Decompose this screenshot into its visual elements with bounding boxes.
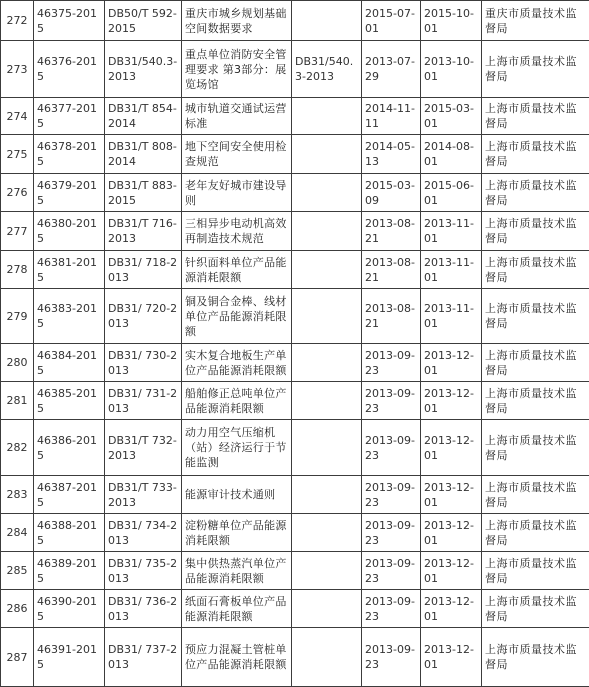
record-id: 46379-2015 xyxy=(34,174,105,212)
replaced-standard xyxy=(292,552,362,590)
issue-date: 2014-11-11 xyxy=(362,98,421,135)
table-row xyxy=(1,344,589,382)
standard-code: DB31/540.3-2013 xyxy=(105,41,182,98)
replaced-standard xyxy=(292,174,362,212)
standard-code: DB31/T 854-2014 xyxy=(105,98,182,135)
effective-date: 2013-12-01 xyxy=(421,552,482,590)
replaced-standard xyxy=(292,135,362,174)
issuing-department: 上海市质量技术监督局 xyxy=(482,174,589,212)
row-number: 273 xyxy=(1,41,34,98)
standard-code: DB31/ 731-2013 xyxy=(105,382,182,420)
table-row xyxy=(1,1,589,41)
table-row xyxy=(1,628,589,687)
issue-date: 2013-09-23 xyxy=(362,552,421,590)
record-id: 46386-2015 xyxy=(34,420,105,476)
issuing-department: 上海市质量技术监督局 xyxy=(482,289,589,344)
table-row xyxy=(1,41,589,98)
record-id: 46391-2015 xyxy=(34,628,105,687)
standard-code: DB31/T 733-2013 xyxy=(105,476,182,514)
issue-date: 2015-07-01 xyxy=(362,1,421,41)
row-number: 280 xyxy=(1,344,34,382)
table-row xyxy=(1,174,589,212)
effective-date: 2015-03-01 xyxy=(421,98,482,135)
effective-date: 2013-12-01 xyxy=(421,344,482,382)
replaced-standard xyxy=(292,1,362,41)
record-id: 46377-2015 xyxy=(34,98,105,135)
table-row xyxy=(1,98,589,135)
effective-date: 2015-06-01 xyxy=(421,174,482,212)
table-row xyxy=(1,552,589,590)
standard-code: DB31/T 732-2013 xyxy=(105,420,182,476)
issue-date: 2013-08-21 xyxy=(362,289,421,344)
standard-code: DB50/T 592-2015 xyxy=(105,1,182,41)
issue-date: 2015-03-09 xyxy=(362,174,421,212)
standard-code: DB31/ 734-2013 xyxy=(105,514,182,552)
issuing-department: 上海市质量技术监督局 xyxy=(482,251,589,289)
issuing-department: 上海市质量技术监督局 xyxy=(482,344,589,382)
row-number: 276 xyxy=(1,174,34,212)
effective-date: 2013-12-01 xyxy=(421,628,482,687)
standard-name: 三相异步电动机高效再制造技术规范 xyxy=(182,212,292,251)
standard-name: 重点单位消防安全管理要求 第3部分：展览场馆 xyxy=(182,41,292,98)
record-id: 46376-2015 xyxy=(34,41,105,98)
replaced-standard xyxy=(292,420,362,476)
standard-name: 能源审计技术通则 xyxy=(182,476,292,514)
issuing-department: 上海市质量技术监督局 xyxy=(482,212,589,251)
standard-code: DB31/ 720-2013 xyxy=(105,289,182,344)
issuing-department: 上海市质量技术监督局 xyxy=(482,382,589,420)
standard-name: 城市轨道交通试运营标准 xyxy=(182,98,292,135)
issue-date: 2013-09-23 xyxy=(362,382,421,420)
standard-code: DB31/ 718-2013 xyxy=(105,251,182,289)
standard-code: DB31/ 735-2013 xyxy=(105,552,182,590)
issuing-department: 上海市质量技术监督局 xyxy=(482,476,589,514)
replaced-standard xyxy=(292,590,362,628)
issuing-department: 上海市质量技术监督局 xyxy=(482,590,589,628)
standard-name: 老年友好城市建设导则 xyxy=(182,174,292,212)
standard-name: 淀粉糖单位产品能源消耗限额 xyxy=(182,514,292,552)
standard-code: DB31/T 716-2013 xyxy=(105,212,182,251)
standard-name: 重庆市城乡规划基础空间数据要求 xyxy=(182,1,292,41)
issue-date: 2013-09-23 xyxy=(362,476,421,514)
replaced-standard xyxy=(292,476,362,514)
row-number: 286 xyxy=(1,590,34,628)
issuing-department: 上海市质量技术监督局 xyxy=(482,628,589,687)
replaced-standard xyxy=(292,212,362,251)
effective-date: 2013-11-01 xyxy=(421,212,482,251)
issuing-department: 重庆市质量技术监督局 xyxy=(482,1,589,41)
record-id: 46387-2015 xyxy=(34,476,105,514)
table-row xyxy=(1,420,589,476)
effective-date: 2015-10-01 xyxy=(421,1,482,41)
issue-date: 2013-09-23 xyxy=(362,628,421,687)
row-number: 283 xyxy=(1,476,34,514)
replaced-standard xyxy=(292,98,362,135)
record-id: 46389-2015 xyxy=(34,552,105,590)
row-number: 284 xyxy=(1,514,34,552)
replaced-standard xyxy=(292,251,362,289)
issuing-department: 上海市质量技术监督局 xyxy=(482,41,589,98)
replaced-standard xyxy=(292,628,362,687)
record-id: 46375-2015 xyxy=(34,1,105,41)
issuing-department: 上海市质量技术监督局 xyxy=(482,420,589,476)
standard-name: 纸面石膏板单位产品能源消耗限额 xyxy=(182,590,292,628)
record-id: 46385-2015 xyxy=(34,382,105,420)
table-row xyxy=(1,212,589,251)
row-number: 287 xyxy=(1,628,34,687)
standard-code: DB31/ 730-2013 xyxy=(105,344,182,382)
standard-name: 针织面料单位产品能源消耗限额 xyxy=(182,251,292,289)
effective-date: 2013-12-01 xyxy=(421,476,482,514)
row-number: 281 xyxy=(1,382,34,420)
effective-date: 2014-08-01 xyxy=(421,135,482,174)
effective-date: 2013-12-01 xyxy=(421,420,482,476)
record-id: 46383-2015 xyxy=(34,289,105,344)
standard-name: 动力用空气压缩机（站）经济运行于节能监测 xyxy=(182,420,292,476)
table-row xyxy=(1,382,589,420)
replaced-standard xyxy=(292,382,362,420)
table-row xyxy=(1,135,589,174)
issue-date: 2014-05-13 xyxy=(362,135,421,174)
issue-date: 2013-08-21 xyxy=(362,251,421,289)
row-number: 277 xyxy=(1,212,34,251)
replaced-standard xyxy=(292,289,362,344)
table-row xyxy=(1,514,589,552)
row-number: 274 xyxy=(1,98,34,135)
standard-name: 地下空间安全使用检查规范 xyxy=(182,135,292,174)
standard-name: 船舶修正总吨单位产品能源消耗限额 xyxy=(182,382,292,420)
record-id: 46384-2015 xyxy=(34,344,105,382)
standards-table-body xyxy=(1,1,589,687)
issue-date: 2013-09-23 xyxy=(362,344,421,382)
row-number: 272 xyxy=(1,1,34,41)
standard-name: 实木复合地板生产单位产品能源消耗限额 xyxy=(182,344,292,382)
issue-date: 2013-07-29 xyxy=(362,41,421,98)
effective-date: 2013-11-01 xyxy=(421,251,482,289)
table-row xyxy=(1,289,589,344)
record-id: 46381-2015 xyxy=(34,251,105,289)
effective-date: 2013-12-01 xyxy=(421,514,482,552)
row-number: 285 xyxy=(1,552,34,590)
standard-code: DB31/ 737-2013 xyxy=(105,628,182,687)
row-number: 278 xyxy=(1,251,34,289)
standard-code: DB31/T 883-2015 xyxy=(105,174,182,212)
record-id: 46390-2015 xyxy=(34,590,105,628)
effective-date: 2013-10-01 xyxy=(421,41,482,98)
standard-name: 铜及铜合金棒、线材单位产品能源消耗限额 xyxy=(182,289,292,344)
issuing-department: 上海市质量技术监督局 xyxy=(482,552,589,590)
record-id: 46378-2015 xyxy=(34,135,105,174)
row-number: 279 xyxy=(1,289,34,344)
replaced-standard: DB31/540.3-2013 xyxy=(292,41,362,98)
table-row xyxy=(1,590,589,628)
replaced-standard xyxy=(292,514,362,552)
standard-code: DB31/ 736-2013 xyxy=(105,590,182,628)
record-id: 46380-2015 xyxy=(34,212,105,251)
issuing-department: 上海市质量技术监督局 xyxy=(482,514,589,552)
table-row xyxy=(1,476,589,514)
issue-date: 2013-09-23 xyxy=(362,420,421,476)
issue-date: 2013-09-23 xyxy=(362,514,421,552)
issuing-department: 上海市质量技术监督局 xyxy=(482,135,589,174)
standard-name: 集中供热蒸汽单位产品能源消耗限额 xyxy=(182,552,292,590)
table-row xyxy=(1,251,589,289)
standard-name: 预应力混凝土管桩单位产品能源消耗限额 xyxy=(182,628,292,687)
row-number: 282 xyxy=(1,420,34,476)
effective-date: 2013-12-01 xyxy=(421,590,482,628)
effective-date: 2013-12-01 xyxy=(421,382,482,420)
replaced-standard xyxy=(292,344,362,382)
issue-date: 2013-09-23 xyxy=(362,590,421,628)
issue-date: 2013-08-21 xyxy=(362,212,421,251)
record-id: 46388-2015 xyxy=(34,514,105,552)
issuing-department: 上海市质量技术监督局 xyxy=(482,98,589,135)
standard-code: DB31/T 808-2014 xyxy=(105,135,182,174)
row-number: 275 xyxy=(1,135,34,174)
effective-date: 2013-11-01 xyxy=(421,289,482,344)
